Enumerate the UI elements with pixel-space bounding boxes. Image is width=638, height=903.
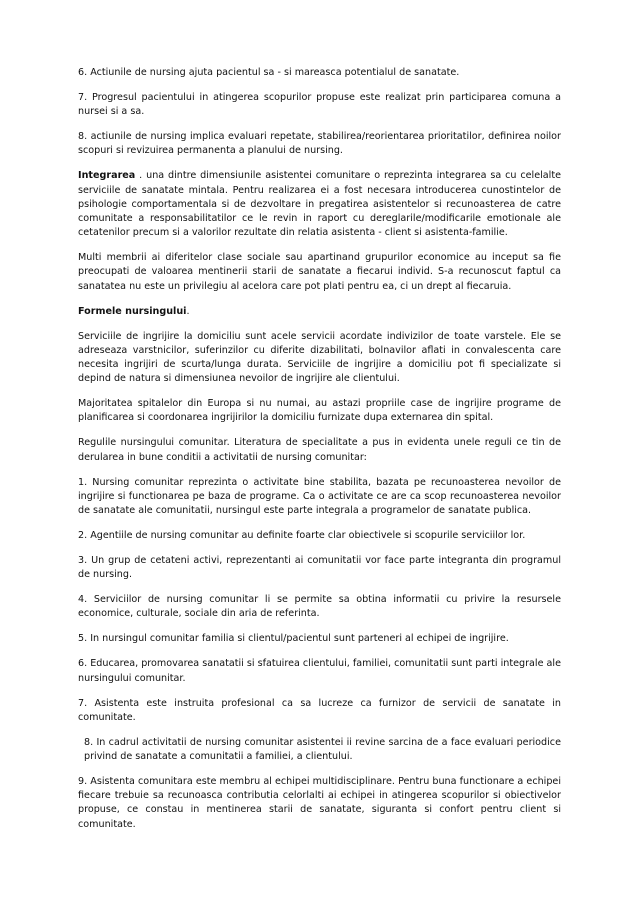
- paragraph: Regulile nursingului comunitar. Literatura de specialitate a pus in evidenta unele reguli ce tin de derularea in bune conditii a activitatii de nursing comunitar:: [78, 437, 561, 463]
- paragraph: Majoritatea spitalelor din Europa si nu numai, au astazi propriile case de ingrijire programe de planificarea si coordonarea ingrijirilor la domiciliu furnizate dupa externarea din spital.: [78, 398, 561, 424]
- section-heading: Formele nursingului.: [78, 305, 190, 317]
- paragraph: 7. Progresul pacientului in atingerea scopurilor propuse este realizat prin participarea comuna a nursei si a sa.: [78, 92, 561, 118]
- list-item: 4. Serviciilor de nursing comunitar li se permite sa obtina informatii cu privire la resursele economice, culturale, sociale din aria de referinta.: [78, 594, 561, 620]
- list-item: 6. Educarea, promovarea sanatatii si sfatuirea clientului, familiei, comunitatii sunt parti integrale ale nursingului comunitar.: [78, 658, 561, 684]
- list-item: 3. Un grup de cetateni activi, reprezentanti ai comunitatii vor face parte integranta din programul de nursing.: [78, 555, 561, 581]
- list-item: 9. Asistenta comunitara este membru al echipei multidisciplinare. Pentru buna functionare a echipei fiecare trebuie sa recunoasca contributia celorlalti ai echipei in atingerea scopurilor si obiectivelor propuse, ce constau in mentinerea starii de sanatate, siguranta si confort pentru client si comunitate.: [78, 776, 561, 830]
- list-item: 5. In nursingul comunitar familia si clientul/pacientul sunt parteneri al echipei de ingrijire.: [78, 633, 509, 645]
- list-item: 1. Nursing comunitar reprezinta o activitate bine stabilita, bazata pe recunoasterea nevoilor de ingrijire si functionarea pe baza de programe. Ca o activitate ce are ca scop recunoasterea nevoilor de sanatate ale comunitatii, nursingul este parte integrala a programelor de sanatate publica.: [78, 476, 561, 517]
- list-item: 8. In cadrul activitatii de nursing comunitar asistentei ii revine sarcina de a face evaluari periodice privind de sanatate a comunitatii a familiei, a clientului.: [84, 736, 561, 763]
- list-item: 7. Asistenta este instruita profesional ca sa lucreze ca furnizor de servicii de sanatate in comunitate.: [78, 697, 561, 723]
- list-item: 2. Agentiile de nursing comunitar au definite foarte clar obiectivele si scopurile serviciilor lor.: [78, 530, 526, 542]
- paragraph: Serviciile de ingrijire la domiciliu sunt acele servicii acordate indivizilor de toate varstele. Ele se adreseaza varstnicilor, suferinzilor cu diferite dizabilitati, bolnavilor aflati in convalescenta care necesita ingrijiri de scurta/lunga durata. Serviciile de ingrijire a domiciliu pot fi specializate si depind de natura si dimensiunea nevoilor de ingrijire ale clientului.: [78, 330, 561, 385]
- bold-term: Formele nursingului: [78, 305, 187, 317]
- paragraph: 8. actiunile de nursing implica evaluari repetate, stabilirea/reorientarea prioritatilor, definirea noilor scopuri si revizuirea permanenta a planului de nursing.: [78, 131, 561, 157]
- paragraph: Integrarea . una dintre dimensiunile asistentei comunitare o reprezinta integrarea sa cu celelalte serviciile de sanatate mintala. Pentru realizarea ei a fost necesara introducerea cunostintelor de psihologie comportamentala si de dezvoltare in pregatirea asistentelor si recunoasterea de catre comunitate a responsabilitatilor ce le revin in raport cu dereglarile/modificarile emotionale ale cetatenilor precum si a valorilor rezultate din relatia asistenta - client si asistenta-familie.: [78, 170, 561, 239]
- document-page: [78, 66, 561, 843]
- bold-term: Integrarea: [78, 170, 136, 182]
- paragraph: 6. Actiunile de nursing ajuta pacientul sa - si mareasca potentialul de sanatate.: [78, 67, 460, 78]
- paragraph: Multi membrii ai diferitelor clase sociale sau apartinand grupurilor economice au inceput sa fie preocupati de valoarea mentinerii starii de sanatate a fiecarui individ. S-a recunoscut faptul ca sanatatea nu este un privilegiu al acelora care pot plati pentru ea, ci un drept al fiecaruia.: [78, 252, 561, 292]
